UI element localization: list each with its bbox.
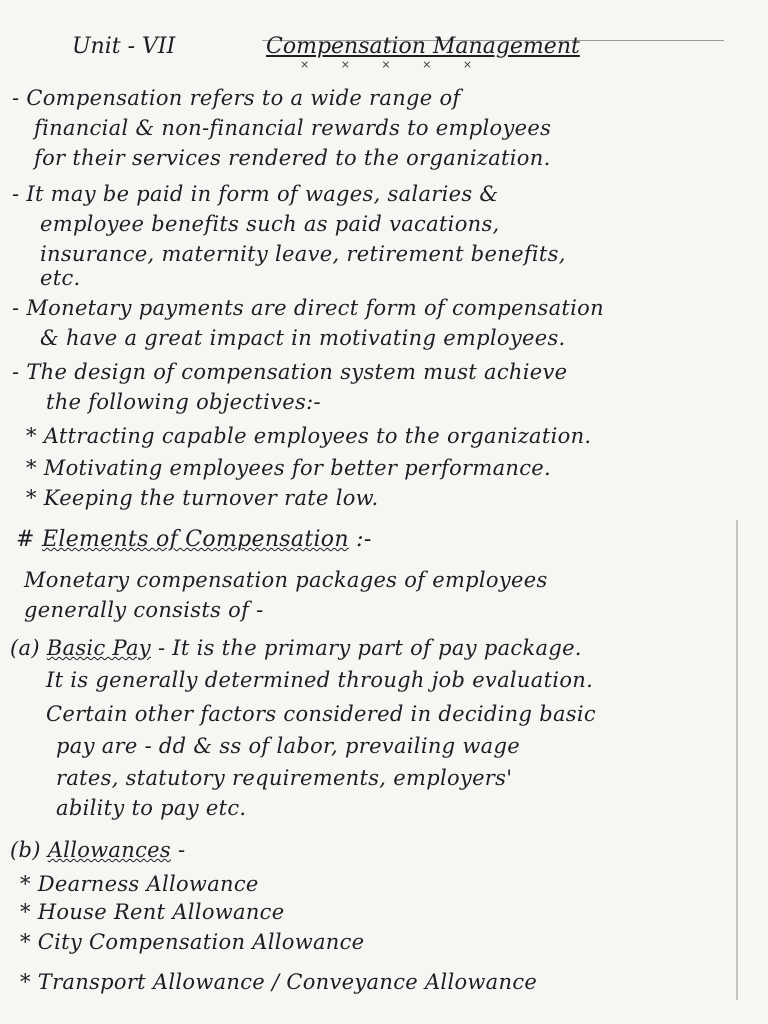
unit-label: Unit - VII <box>72 34 176 59</box>
objective-item: * Motivating employees for better performance. <box>26 456 551 480</box>
intro-line: - Monetary payments are direct form of compensation <box>12 296 604 320</box>
item-marker: (a) <box>10 636 40 660</box>
basic-pay-text: - It is the primary part of pay package. <box>157 636 582 660</box>
heading-prefix: # <box>16 527 35 552</box>
basic-pay-text: It is generally determined through job evaluation. <box>46 668 594 692</box>
basic-pay-text: ability to pay etc. <box>56 796 247 820</box>
heading-suffix: :- <box>356 527 372 552</box>
item-marker: (b) <box>10 838 41 862</box>
basic-pay-label: Basic Pay <box>46 636 151 660</box>
allowances-label: Allowances <box>47 838 171 862</box>
elements-intro: generally consists of - <box>24 598 264 622</box>
allowances-suffix: - <box>177 838 186 862</box>
allowance-item: * House Rent Allowance <box>20 900 285 924</box>
page-edge <box>736 520 738 1000</box>
intro-line: - It may be paid in form of wages, salaries & <box>12 182 499 206</box>
allowance-item: * Transport Allowance / Conveyance Allowance <box>20 970 538 994</box>
elements-intro: Monetary compensation packages of employees <box>24 568 548 592</box>
section-heading <box>16 526 372 554</box>
intro-line: - The design of compensation system must achieve <box>12 360 568 384</box>
intro-line: the following objectives:- <box>46 390 321 414</box>
elements-heading: Elements of Compensation <box>42 527 349 552</box>
intro-line: & have a great impact in motivating employees. <box>40 326 566 350</box>
basic-pay-line <box>10 634 582 662</box>
intro-line: employee benefits such as paid vacations, <box>40 212 500 236</box>
basic-pay-text: Certain other factors considered in deciding basic <box>46 702 596 726</box>
objective-item: * Keeping the turnover rate low. <box>26 486 379 510</box>
basic-pay-text: rates, statutory requirements, employers' <box>56 766 513 790</box>
page-title: Compensation Management <box>266 34 580 59</box>
basic-pay-text: pay are - dd & ss of labor, prevailing wage <box>56 734 520 758</box>
allowance-item: * City Compensation Allowance <box>20 930 365 954</box>
intro-line: financial & non-financial rewards to employees <box>34 116 552 140</box>
intro-line: insurance, maternity leave, retirement benefits, <box>40 242 566 266</box>
title-decoration: × × × × × <box>300 58 487 71</box>
objective-item: * Attracting capable employees to the organization. <box>26 424 592 448</box>
intro-line: for their services rendered to the organization. <box>34 146 551 170</box>
allowances-heading <box>10 836 185 864</box>
allowance-item: * Dearness Allowance <box>20 872 259 896</box>
intro-line: - Compensation refers to a wide range of <box>12 86 461 110</box>
intro-line: etc. <box>40 266 81 290</box>
